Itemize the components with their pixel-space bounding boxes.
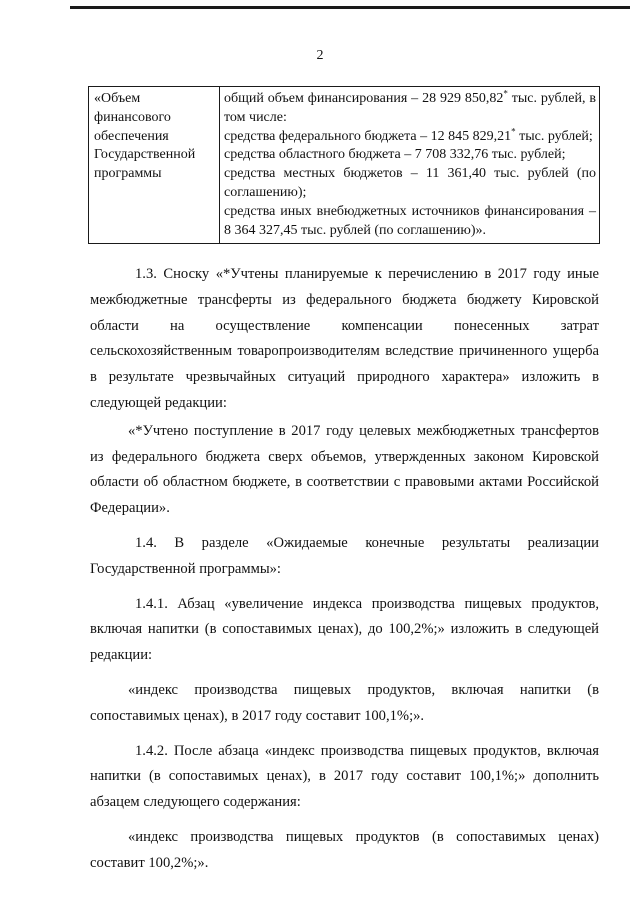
federal-budget-line: средства федерального бюджета – 12 845 829,21* тыс. рублей; xyxy=(224,125,593,144)
financing-values-cell xyxy=(220,87,600,244)
paragraph-index-quote-1: «индекс производства пищевых продуктов, включая напитки (в сопоставимых ценах), в 2017 году составит 100,1%;». xyxy=(90,681,599,724)
paragraph-1-4: 1.4. В разделе «Ожидаемые конечные результаты реализации Государственной программы»: xyxy=(90,534,599,577)
financing-label-cell: «Объем финансового обеспечения Государственной программы xyxy=(89,87,220,244)
document-body xyxy=(90,262,599,877)
paragraph-index-quote-2: «индекс производства пищевых продуктов (в сопоставимых ценах) составит 100,2%;». xyxy=(90,828,599,871)
paragraph-1-3: 1.3. Сноску «*Учтены планируемые к перечислению в 2017 году иные межбюджетные трансферты из федерального бюджета бюджету Кировской области на осуществление компенсации понесенных затрат сельскохозяйственным товаропроизводителям вследствие причиненного ущерба в результате чрезвычайных ситуаций природного характера» изложить в следующей редакции: xyxy=(90,266,599,411)
paragraph-1-4-1: 1.4.1. Абзац «увеличение индекса производства пищевых продуктов, включая напитки (в сопоставимых ценах), до 100,2%;» изложить в следующей редакции: xyxy=(90,595,599,664)
extra-budget-line: средства иных внебюджетных источников финансирования – 8 364 327,45 тыс. рублей (по соглашению)». xyxy=(224,203,596,238)
page-number: 2 xyxy=(316,48,324,63)
table-row xyxy=(89,87,600,244)
top-border-line xyxy=(70,6,630,9)
regional-budget-line: средства областного бюджета – 7 708 332,76 тыс. рублей; xyxy=(224,147,566,163)
footnote-marker: * xyxy=(503,88,508,99)
local-budget-line: средства местных бюджетов – 11 361,40 тыс. рублей (по соглашению); xyxy=(224,166,596,200)
footnote-marker: * xyxy=(511,125,516,136)
paragraph-footnote-quote: «*Учтено поступление в 2017 году целевых межбюджетных трансфертов из федерального бюджета сверх объемов, утвержденных законом Кировской области об областном бюджете, в соответствии с правовыми актами Российской Федерации». xyxy=(90,422,599,517)
total-financing-line: общий объем финансирования – 28 929 850,82* тыс. рублей, в том числе: xyxy=(224,88,596,125)
paragraph-1-4-2: 1.4.2. После абзаца «индекс производства пищевых продуктов, включая напитки (в сопоставимых ценах), в 2017 году составит 100,1%;» дополнить абзацем следующего содержания: xyxy=(90,742,599,811)
financing-table xyxy=(88,86,600,244)
